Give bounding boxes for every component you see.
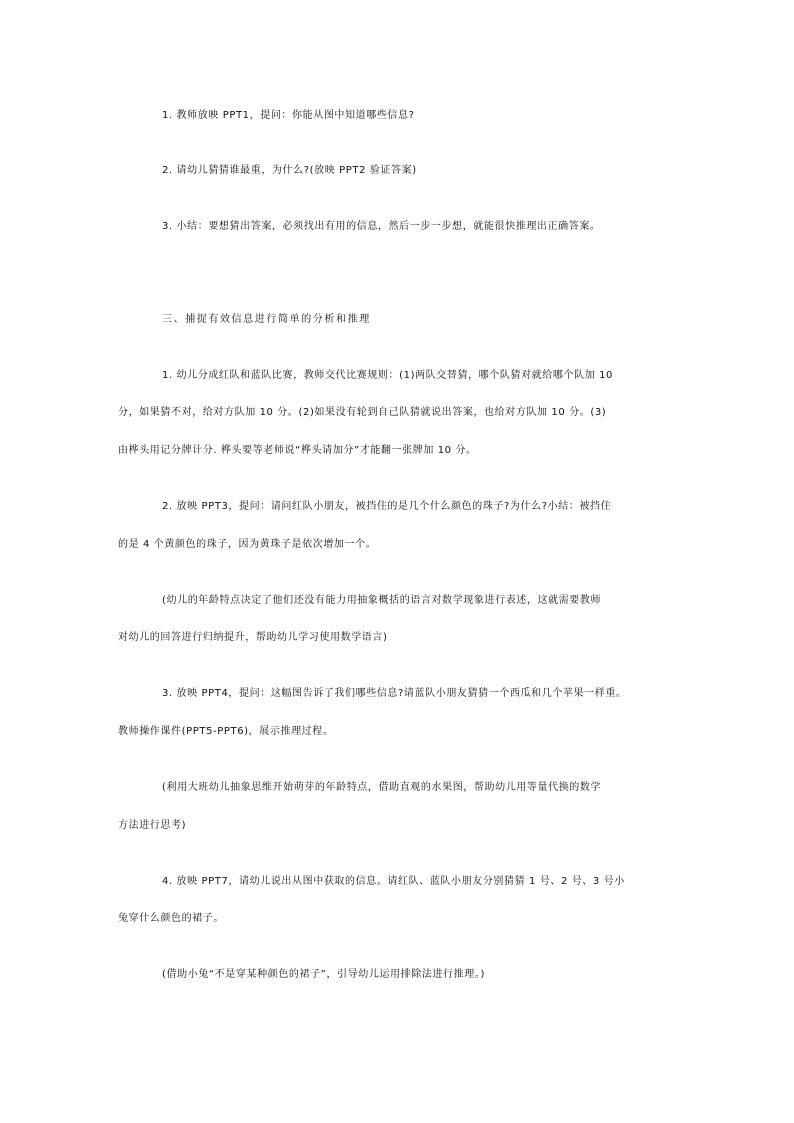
paragraph-4-line-1: 4. 放映 PPT7，请幼儿说出从图中获取的信息。请红队、蓝队小朋友分别猜猜 1 号、2 号、3 号小 bbox=[162, 876, 625, 887]
note-2-line-2: 方法进行思考) bbox=[118, 820, 187, 831]
step-1-text: 1. 教师放映 PPT1，提问：你能从图中知道哪些信息? bbox=[162, 110, 415, 121]
paragraph-1-line-3: 由桦头用记分牌计分. 桦头要等老师说“桦头请加分”才能翻一张牌加 10 分。 bbox=[118, 445, 477, 456]
step-3-text: 3. 小结：要想猜出答案，必须找出有用的信息，然后一步一步想，就能很快推理出正确答案。 bbox=[162, 221, 601, 232]
note-3-line-1: (借助小兔“不是穿某种颜色的裙子”，引导幼儿运用排除法进行推理。) bbox=[162, 969, 485, 980]
step-2-text: 2. 请幼儿猜猜谁最重，为什么?(放映 PPT2 验证答案) bbox=[162, 165, 417, 176]
paragraph-3-line-2: 教师操作课件(PPT5-PPT6)，展示推理过程。 bbox=[118, 726, 334, 737]
paragraph-4-line-2: 兔穿什么颜色的裙子。 bbox=[118, 913, 224, 924]
note-2-line-1: (利用大班幼儿抽象思维开始萌芽的年龄特点，借助直观的水果图，帮助幼儿用等量代换的数学 bbox=[162, 782, 602, 793]
note-1-line-1: (幼儿的年龄特点决定了他们还没有能力用抽象概括的语言对数学现象进行表述，这就需要教师 bbox=[162, 595, 602, 606]
paragraph-2-line-1: 2. 放映 PPT3，提问：请问红队小朋友，被挡住的是几个什么颜色的珠子?为什么?小结：被挡住 bbox=[162, 501, 612, 512]
paragraph-3-line-1: 3. 放映 PPT4，提问：这幅图告诉了我们哪些信息?请蓝队小朋友猜猜一个西瓜和几个苹果一样重。 bbox=[162, 688, 627, 699]
paragraph-2-line-2: 的是 4 个黄颜色的珠子，因为黄珠子是依次增加一个。 bbox=[118, 539, 377, 550]
section-3-heading: 三、捕捉有效信息进行简单的分析和推理 bbox=[162, 314, 371, 325]
note-1-line-2: 对幼儿的回答进行归纳提升，帮助幼儿学习使用数学语言) bbox=[118, 632, 388, 643]
paragraph-1-line-1: 1. 幼儿分成红队和蓝队比赛，教师交代比赛规则：(1)两队交替猜，哪个队猜对就给哪个队加 10 bbox=[162, 370, 613, 381]
paragraph-1-line-2: 分，如果猜不对，给对方队加 10 分。(2)如果没有轮到自己队猜就说出答案，也给对方队加 10 分。(3) bbox=[118, 407, 607, 418]
